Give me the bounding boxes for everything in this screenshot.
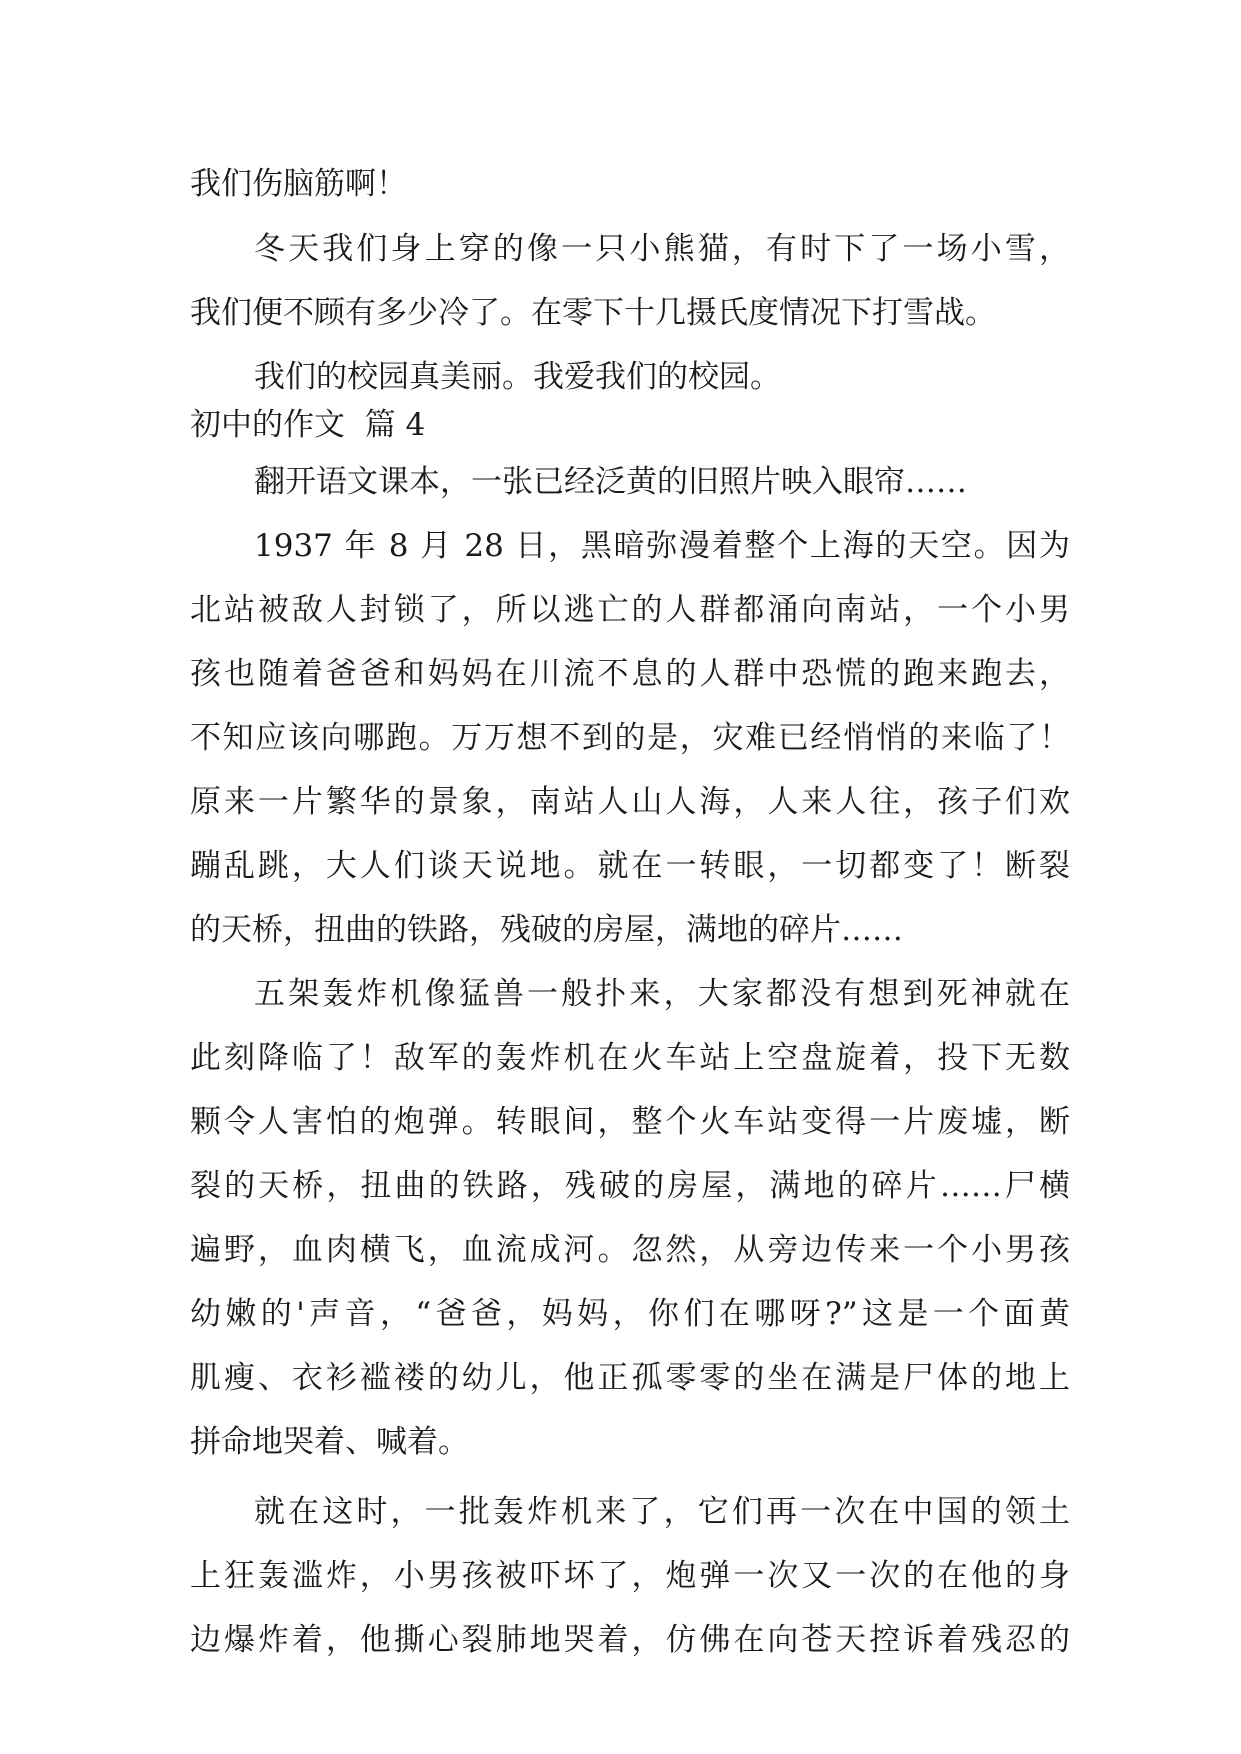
- paragraph: [190, 1491, 1070, 1662]
- paragraph-line: 蹦乱跳，大人们谈天说地。就在一转眼，一切都变了！断裂: [190, 848, 1070, 884]
- paragraph-line: 的天桥，扭曲的铁路，残破的房屋，满地的碎片……: [190, 912, 903, 948]
- paragraph-line: 边爆炸着，他撕心裂肺地哭着，仿佛在向苍天控诉着残忍的: [190, 1622, 1070, 1658]
- paragraph: [190, 525, 1070, 952]
- paragraph: [190, 973, 1070, 1464]
- paragraph-line: 我们伤脑筋啊！: [190, 166, 407, 202]
- section-heading-text: 初中的作文 篇 4: [190, 407, 426, 443]
- document-body: [190, 163, 1070, 1662]
- paragraph-line: 此刻降临了！敌军的轰炸机在火车站上空盘旋着，投下无数: [190, 1040, 1070, 1076]
- paragraph-line: 不知应该向哪跑。万万想不到的是，灾难已经悄悄的来临了！: [190, 720, 1070, 756]
- paragraph: [190, 228, 1070, 335]
- paragraph-line: 肌瘦、衣衫褴褛的幼儿，他正孤零零的坐在满是尸体的地上: [190, 1360, 1070, 1396]
- paragraph-line: 就在这时，一批轰炸机来了，它们再一次在中国的领土: [254, 1494, 1070, 1530]
- paragraph-line: 拼命地哭着、喊着。: [190, 1424, 469, 1460]
- paragraph-line: 北站被敌人封锁了，所以逃亡的人群都涌向南站，一个小男: [190, 592, 1070, 628]
- paragraph: [190, 461, 1070, 504]
- paragraph-line: 原来一片繁华的景象，南站人山人海，人来人往，孩子们欢: [190, 784, 1070, 820]
- paragraph-line: 1937 年 8 月 28 日，黑暗弥漫着整个上海的天空。因为: [254, 528, 1070, 564]
- paragraph-line: 颗令人害怕的炮弹。转眼间，整个火车站变得一片废墟，断: [190, 1104, 1070, 1140]
- paragraph-line: 冬天我们身上穿的像一只小熊猫，有时下了一场小雪，: [254, 231, 1070, 267]
- paragraph-line: 我们便不顾有多少冷了。在零下十几摄氏度情况下打雪战。: [190, 295, 996, 331]
- paragraph-line: 裂的天桥，扭曲的铁路，残破的房屋，满地的碎片……尸横: [190, 1168, 1070, 1204]
- paragraph-line: 五架轰炸机像猛兽一般扑来，大家都没有想到死神就在: [254, 976, 1070, 1012]
- paragraph-line: 遍野，血肉横飞，血流成河。忽然，从旁边传来一个小男孩: [190, 1232, 1070, 1268]
- paragraph: [190, 356, 1070, 399]
- paragraph-line: 上狂轰滥炸，小男孩被吓坏了，炮弹一次又一次的在他的身: [190, 1558, 1070, 1594]
- paragraph-line: 我们的校园真美丽。我爱我们的校园。: [254, 359, 781, 395]
- paragraph-line: 幼嫩的'声音，“爸爸，妈妈，你们在哪呀?”这是一个面黄: [190, 1296, 1070, 1332]
- paragraph-line: 翻开语文课本，一张已经泛黄的旧照片映入眼帘……: [254, 464, 967, 500]
- paragraph-line: 孩也随着爸爸和妈妈在川流不息的人群中恐慌的跑来跑去，: [190, 656, 1070, 692]
- section-heading: [190, 404, 1070, 447]
